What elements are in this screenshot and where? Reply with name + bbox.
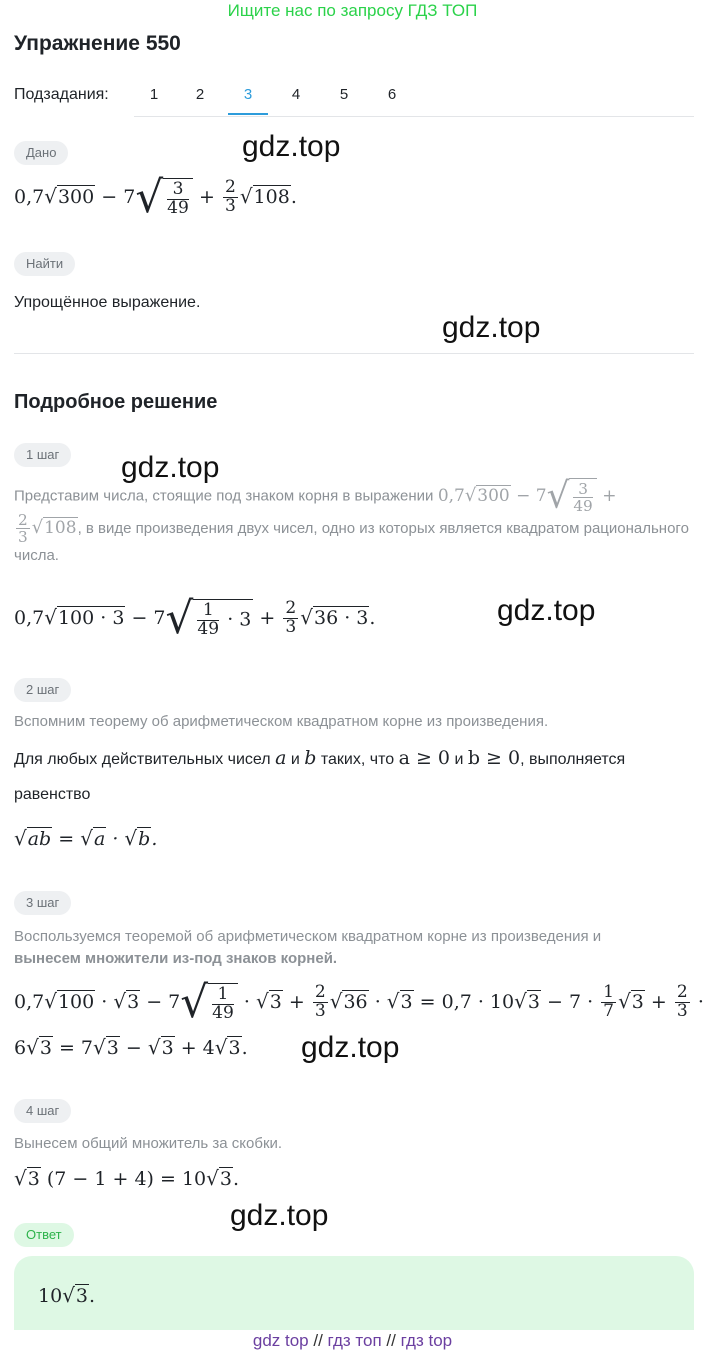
step-2-theorem-end: равенство: [14, 786, 91, 803]
footer-link-2[interactable]: гдз топ: [327, 1331, 382, 1350]
find-pill: Найти: [14, 252, 75, 276]
section-divider: [14, 353, 694, 354]
footer-separator: //: [313, 1331, 323, 1350]
page-title: Упражнение 550: [14, 32, 181, 55]
tab-subtask-4[interactable]: 4: [291, 86, 301, 103]
watermark: gdz.top: [242, 130, 341, 163]
footer-links: [0, 1331, 705, 1351]
tab-subtask-2[interactable]: 2: [195, 86, 205, 103]
watermark: gdz.top: [301, 1031, 400, 1064]
watermark: gdz.top: [230, 1199, 329, 1232]
answer-pill: Ответ: [14, 1223, 74, 1247]
tab-subtask-3[interactable]: 3: [243, 86, 253, 103]
step-3-formula-line-1: 0,7√100 · √3 − 7√ $\frac{1}{49}$ · √3 + $\frac{2}{3}$ √36 · √3 = 0,7 · 10√3 − 7 · $\frac{1}{7}$ √3 + $\frac{2}{3}$ ·: [14, 977, 704, 1028]
active-tab-indicator: [228, 113, 268, 115]
step-1-text: Представим числа, стоящие под знаком корня в выражении 0,7√300 − 7√ $\frac{3}{49}$ + $\frac{2}{3}$ √108, в виде произведения двух чисел, одно из которых является квадратом рационального числа.: [14, 475, 689, 565]
find-text: Упрощённое выражение.: [14, 294, 201, 311]
answer-value: 10√3.: [38, 1283, 96, 1307]
step-2-formula: √ab = √a · √b.: [14, 826, 158, 850]
step-4-formula: √3 (7 − 1 + 4) = 10√3.: [14, 1166, 239, 1190]
subtasks-label: Подзадания:: [14, 86, 109, 103]
step-3-formula-line-2: 6√3 = 7√3 − √3 + 4√3.: [14, 1035, 248, 1059]
step-2-theorem: Для любых действительных чисел a и b таких, что a ≥ 0 и b ≥ 0, выполняется: [14, 747, 626, 769]
subtask-tabs: [134, 74, 694, 117]
watermark: gdz.top: [442, 311, 541, 344]
given-pill: Дано: [14, 141, 68, 165]
step-2-text: Вспомним теорему об арифметическом квадратном корне из произведения.: [14, 713, 549, 730]
tab-subtask-1[interactable]: 1: [149, 86, 159, 103]
solution-heading: Подробное решение: [14, 391, 218, 413]
tab-subtask-6[interactable]: 6: [387, 86, 397, 103]
tab-subtask-5[interactable]: 5: [339, 86, 349, 103]
given-expression: 0,7√300 − 7√ $\frac{3}{49}$ + $\frac{2}{3}$ √108.: [14, 172, 297, 223]
step-4-pill: 4 шаг: [14, 1099, 71, 1123]
top-banner[interactable]: Ищите нас по запросу ГДЗ ТОП: [227, 1, 478, 20]
step-4-text: Вынесем общий множитель за скобки.: [14, 1135, 283, 1152]
step-3-text: Воспользуемся теоремой об арифметическом квадратном корне из произведения и вынесем множители из-под знаков корней.: [14, 928, 602, 967]
step-1-pill: 1 шаг: [14, 443, 71, 467]
step-2-pill: 2 шаг: [14, 678, 71, 702]
footer-link-3[interactable]: гдз top: [400, 1331, 453, 1350]
footer-separator: //: [386, 1331, 396, 1350]
footer-link-1[interactable]: gdz top: [252, 1331, 309, 1350]
answer-box: [14, 1256, 694, 1330]
step-3-pill: 3 шаг: [14, 891, 71, 915]
step-1-formula: 0,7√100 · 3 − 7√ $\frac{1}{49}$ · 3 + $\frac{2}{3}$ √36 · 3.: [14, 593, 376, 644]
watermark: gdz.top: [497, 594, 596, 627]
watermark: gdz.top: [121, 451, 220, 484]
